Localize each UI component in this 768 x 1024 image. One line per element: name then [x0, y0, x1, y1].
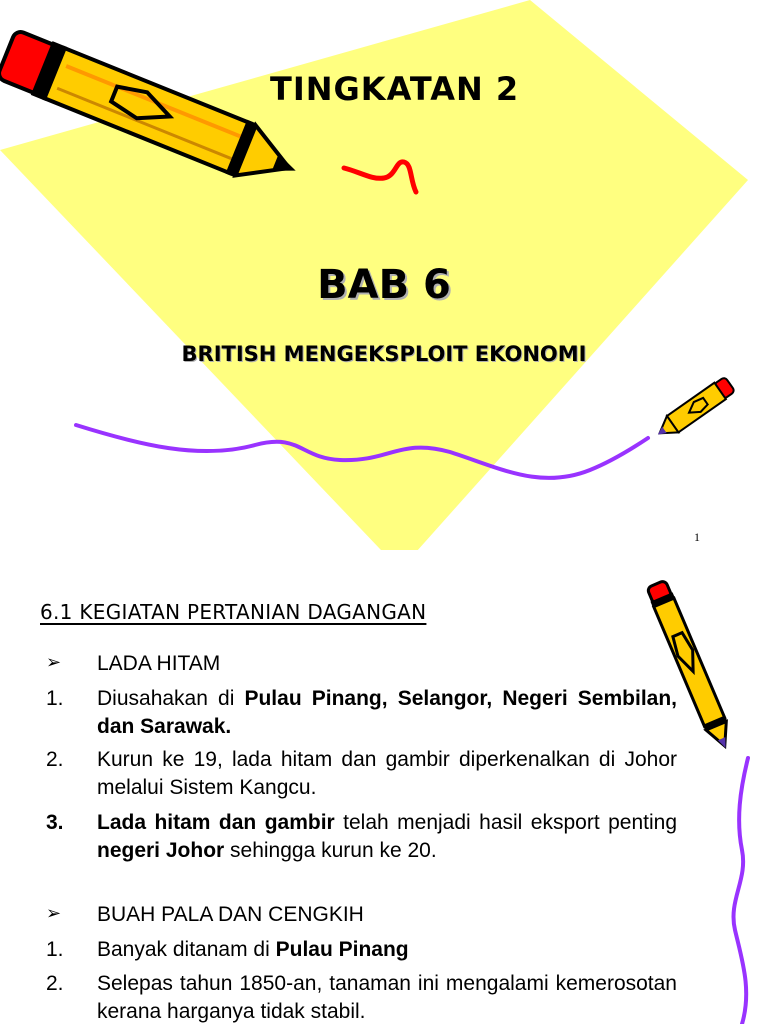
small-pencil-icon — [652, 376, 736, 443]
section-heading: 6.1 KEGIATAN PERTANIAN DAGANGAN — [40, 600, 427, 624]
section-title-lada-hitam: LADA HITAM — [97, 652, 221, 675]
page-number: 1 — [694, 530, 700, 544]
section-title-buah-pala: BUAH PALA DAN CENGKIH — [97, 903, 364, 926]
arrow-bullet-icon: ➢ — [46, 903, 62, 924]
purple-side-wave-line — [733, 758, 748, 1024]
arrow-bullet-icon: ➢ — [46, 652, 62, 673]
level-title: TINGKATAN 2 — [270, 70, 520, 108]
content-slide: 6.1 KEGIATAN PERTANIAN DAGANGAN ➢ LADA HITAM 1. Diusahakan di Pulau Pinang, Selangor, Negeri Sembilan, dan Sarawak. 2. Kurun ke 19, lada hitam dan gambir diperkenalkan di Johor melalui Sistem Kangcu. 3. Lada hitam dan gambir telah menjadi hasil eksport penting negeri Johor sehingga kurun ke 20. ➢ BUAH PALA DAN CENGKIH 1. Banyak ditanam di Pulau Pinang 2. Selepas tahun 1850-an, tanaman ini mengalami kemerosotan kerana harganya tidak stabil. — [0, 550, 768, 1024]
chapter-subtitle: BRITISH MENGEKSPLOIT EKONOMI — [181, 342, 587, 366]
chapter-title: BAB 6 — [317, 262, 451, 308]
